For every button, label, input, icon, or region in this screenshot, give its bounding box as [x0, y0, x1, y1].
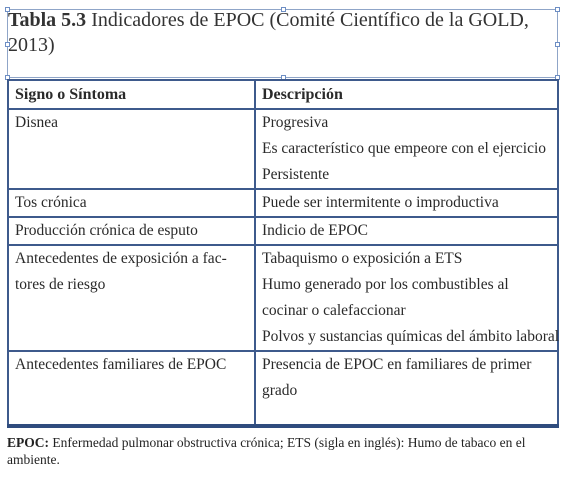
table-row	[8, 217, 558, 245]
footnote-label: EPOC:	[7, 435, 49, 450]
description-text: Puede ser intermitente o improductiva	[262, 194, 499, 211]
description-cell	[255, 217, 558, 245]
table-caption[interactable]	[8, 8, 560, 58]
table-row	[8, 109, 558, 189]
table-header-row	[8, 80, 558, 109]
sign-cell	[8, 189, 255, 217]
description-text: Presencia de EPOC en familiares de primer	[262, 356, 532, 373]
description-text: Es característico que empeore con el ejercicio	[262, 140, 547, 157]
sign-text: Antecedentes de exposición a fac-	[15, 250, 227, 267]
header-description: Descripción	[255, 80, 558, 109]
sign-cell	[8, 217, 255, 245]
description-text: Progresiva	[262, 114, 329, 131]
sign-text: Disnea	[15, 114, 59, 131]
table-caption-text: Indicadores de EPOC (Comité Científico de la GOLD, 2013)	[8, 9, 529, 56]
table-caption-label: Tabla 5.3	[8, 9, 87, 31]
description-cell	[255, 189, 558, 217]
table-footnote	[7, 434, 563, 468]
sign-text: Tos crónica	[15, 194, 87, 211]
description-cell	[255, 245, 558, 351]
sign-cell	[8, 245, 255, 351]
footnote-text: Enfermedad pulmonar obstructiva crónica; ETS (sigla en inglés): Humo de tabaco en el ambiente.	[7, 435, 526, 467]
sign-text: Producción crónica de esputo	[15, 222, 198, 239]
sign-text: tores de riesgo	[15, 276, 106, 293]
description-text: Polvos y sustancias químicas del ámbito laboral	[262, 328, 560, 345]
description-text: Persistente	[262, 166, 330, 183]
description-text: cocinar o calefaccionar	[262, 302, 406, 319]
description-text: Tabaquismo o exposición a ETS	[262, 250, 463, 267]
table-row	[8, 351, 558, 426]
header-sign: Signo o Síntoma	[8, 80, 255, 109]
table-row	[8, 189, 558, 217]
sign-cell	[8, 109, 255, 189]
description-text: grado	[262, 382, 298, 399]
table-row	[8, 245, 558, 351]
description-text: Indicio de EPOC	[262, 222, 368, 239]
sign-text: Antecedentes familiares de EPOC	[15, 356, 227, 373]
description-text: Humo generado por los combustibles al	[262, 276, 509, 293]
indicators-table	[7, 79, 559, 428]
description-cell	[255, 351, 558, 426]
sign-cell	[8, 351, 255, 426]
description-cell	[255, 109, 558, 189]
